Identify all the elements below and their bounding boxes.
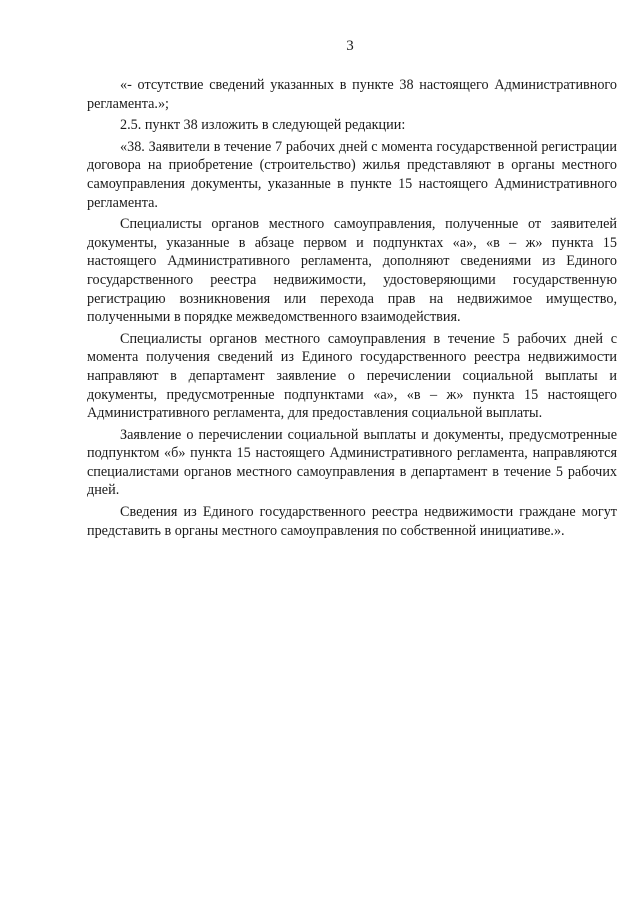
paragraph-7: Сведения из Единого государственного реестра недвижимости граждане могут представить в органы местного самоуправления по собственной инициативе.». (87, 504, 617, 539)
paragraph-6: Заявление о перечислении социальной выплаты и документы, предусмотренные подпунктом «б» пункта 15 настоящего Административного регламента, направляются специалистами органов местного самоуправления в департамент в течение 5 рабочих дней. (87, 426, 617, 499)
paragraph-4: Специалисты органов местного самоуправления, полученные от заявителей документы, указанные в абзаце первом и подпунктах «а», «в – ж» пункта 15 настоящего Административного регламента, дополняют сведениями из Единого государственного реестра недвижимости, удостоверяющими государственную регистрацию возникновения или перехода прав на недвижимое имущество, полученными в порядке межведомственного взаимодействия. (87, 216, 617, 326)
document-body (87, 76, 617, 540)
page-number: 3 (346, 38, 354, 54)
paragraph-5: Специалисты органов местного самоуправления в течение 5 рабочих дней с момента получения сведений из Единого государственного реестра недвижимости направляют в департамент заявление о перечислении социальной выплаты и документы, предусмотренные подпунктами «а», «в – ж» пункта 15 настоящего Административного регламента, для предоставления социальной выплаты. (87, 330, 617, 422)
paragraph-1: «- отсутствие сведений указанных в пункте 38 настоящего Административного регламента.»; (87, 77, 617, 112)
paragraph-2: 2.5. пункт 38 изложить в следующей редакции: (120, 117, 406, 134)
paragraph-3: «38. Заявители в течение 7 рабочих дней с момента государственной регистрации договора на приобретение (строительство) жилья представляют в органы местного самоуправления документы, указанные в пункте 15 настоящего Административного регламента. (87, 138, 617, 211)
